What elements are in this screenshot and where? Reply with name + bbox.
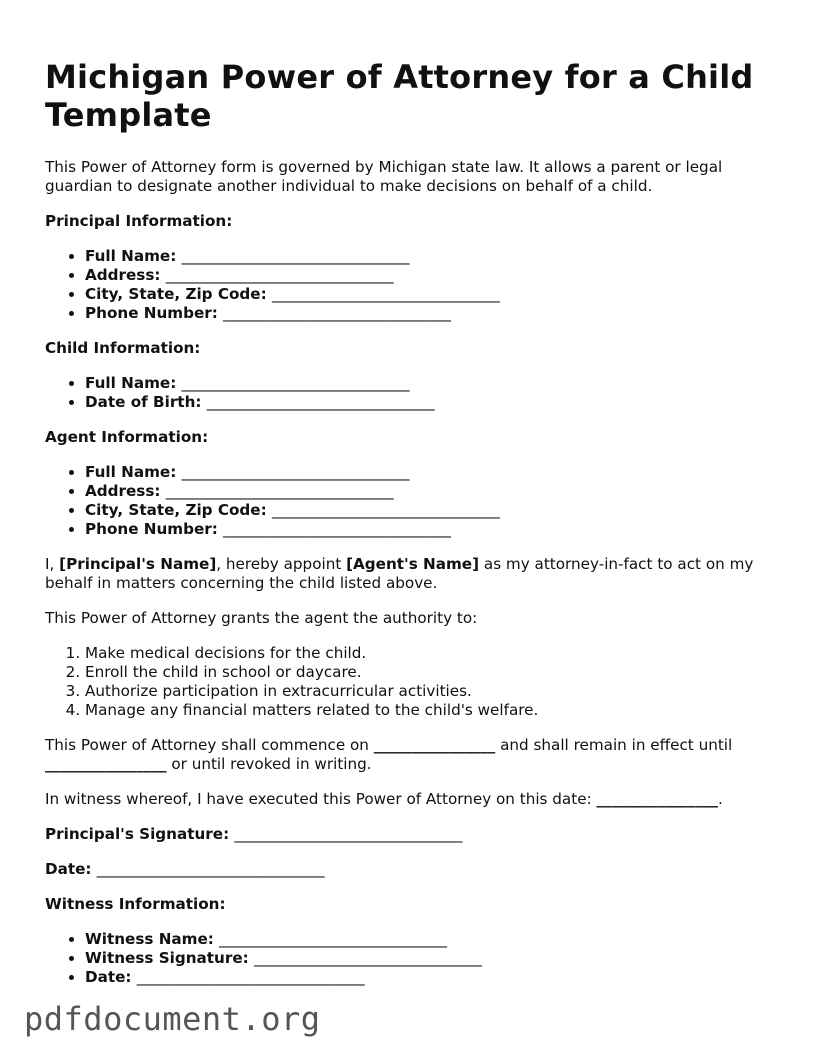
authority-item: 1. Make medical decisions for the child. bbox=[85, 644, 785, 663]
commence-date-blank[interactable]: ________________ bbox=[373, 736, 496, 754]
appointment-paragraph: I, [Principal's Name], hereby appoint [Agent's Name] as my attorney-in-fact to act on my behalf in matters concerning the child listed above. bbox=[45, 555, 754, 592]
principal-phone-field: • Phone Number: ______________________________ bbox=[85, 304, 785, 323]
principal-address-field: • Address: ______________________________ bbox=[85, 266, 785, 285]
witness-heading: Witness Information: bbox=[45, 895, 226, 913]
fill-line[interactable]: ______________________________ bbox=[181, 463, 410, 481]
child-full-name-field: • Full Name: ______________________________ bbox=[85, 374, 785, 393]
witness-signature-field: • Witness Signature: ______________________________ bbox=[85, 949, 785, 968]
fill-line[interactable]: ______________________________ bbox=[223, 304, 451, 322]
fill-line[interactable]: ______________________________ bbox=[165, 266, 394, 284]
child-dob-field: • Date of Birth: ______________________________ bbox=[85, 393, 785, 412]
document-page bbox=[45, 58, 785, 1003]
fill-line[interactable]: ______________________________ bbox=[271, 501, 500, 519]
authority-list bbox=[45, 644, 785, 720]
execution-date-blank[interactable]: ________________ bbox=[596, 790, 718, 808]
authority-item: 2. Enroll the child in school or daycare. bbox=[85, 663, 785, 682]
witness-statement: In witness whereof, I have executed this Power of Attorney on this date: ________________. bbox=[45, 790, 723, 808]
date-line: Date: ______________________________ bbox=[45, 860, 325, 878]
principal-signature-line: Principal's Signature: ______________________________ bbox=[45, 825, 463, 843]
fill-line[interactable]: ______________________________ bbox=[181, 374, 410, 392]
witness-date-field: • Date: ______________________________ bbox=[85, 968, 785, 987]
fill-line[interactable]: ______________________________ bbox=[254, 949, 482, 967]
authority-item: 3. Authorize participation in extracurricular activities. bbox=[85, 682, 785, 701]
fill-line[interactable]: ______________________________ bbox=[223, 520, 451, 538]
agent-name-placeholder: [Agent's Name] bbox=[346, 555, 480, 573]
principal-fields bbox=[45, 247, 785, 323]
authority-intro: This Power of Attorney grants the agent the authority to: bbox=[45, 609, 478, 627]
agent-fields bbox=[45, 463, 785, 539]
agent-city-state-zip-field: • City, State, Zip Code: ______________________________ bbox=[85, 501, 785, 520]
fill-line[interactable]: ______________________________ bbox=[206, 393, 435, 411]
agent-phone-field: • Phone Number: ______________________________ bbox=[85, 520, 785, 539]
fill-line[interactable]: ______________________________ bbox=[234, 825, 463, 843]
agent-full-name-field: • Full Name: ______________________________ bbox=[85, 463, 785, 482]
fill-line[interactable]: ______________________________ bbox=[136, 968, 365, 986]
child-fields bbox=[45, 374, 785, 412]
fill-line[interactable]: ______________________________ bbox=[165, 482, 394, 500]
child-heading: Child Information: bbox=[45, 339, 201, 357]
principal-name-placeholder: [Principal's Name] bbox=[59, 555, 217, 573]
fill-line[interactable]: ______________________________ bbox=[219, 930, 447, 948]
end-date-blank[interactable]: ________________ bbox=[45, 755, 167, 773]
fill-line[interactable]: ______________________________ bbox=[96, 860, 325, 878]
intro-paragraph: This Power of Attorney form is governed by Michigan state law. It allows a parent or legal guardian to designate another individual to make decisions on behalf of a child. bbox=[45, 158, 723, 195]
witness-fields bbox=[45, 930, 785, 987]
term-paragraph: This Power of Attorney shall commence on ________________ and shall remain in effect until ________________ or until revoked in writing. bbox=[45, 736, 733, 773]
fill-line[interactable]: ______________________________ bbox=[271, 285, 500, 303]
principal-city-state-zip-field: • City, State, Zip Code: ______________________________ bbox=[85, 285, 785, 304]
principal-heading: Principal Information: bbox=[45, 212, 233, 230]
watermark-text: pdfdocument.org bbox=[24, 1000, 321, 1038]
witness-name-field: • Witness Name: ______________________________ bbox=[85, 930, 785, 949]
page-title: Michigan Power of Attorney for a Child Template bbox=[45, 58, 754, 134]
agent-heading: Agent Information: bbox=[45, 428, 209, 446]
agent-address-field: • Address: ______________________________ bbox=[85, 482, 785, 501]
fill-line[interactable]: ______________________________ bbox=[181, 247, 410, 265]
authority-item: 4. Manage any financial matters related to the child's welfare. bbox=[85, 701, 785, 720]
principal-full-name-field: • Full Name: ______________________________ bbox=[85, 247, 785, 266]
